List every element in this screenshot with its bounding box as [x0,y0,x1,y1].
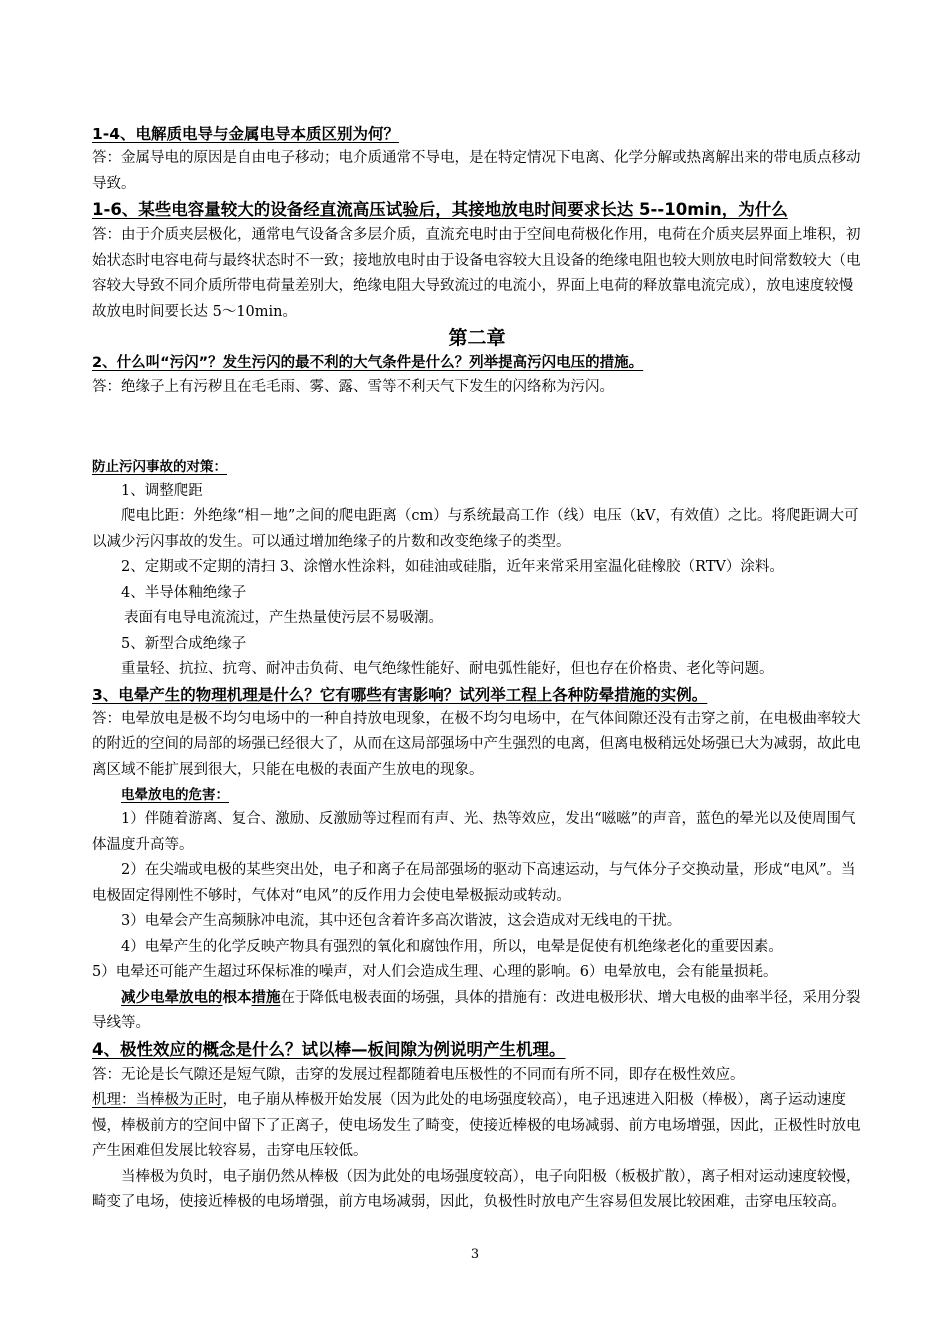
question-3-answer: 答：电晕放电是极不均匀电场中的一种自持放电现象，在极不均匀电场中，在气体间隙还没有击穿之前，在电极曲率较大的附近的空间的局部的场强已经很大了，从而在这局部强场中产生强烈的电离，但离电极稍远处场强已大为减弱，故此电离区域不能扩展到很大，只能在电极的表面产生放电的现象。 [92,710,861,778]
measures-heading: 防止污闪事故的对策： [92,458,227,475]
harm-3: 3）电晕会产生高频脉冲电流，其中还包含着许多高次谐波，这会造成对无线电的干扰。 [121,913,682,929]
mechanism-text: ，电子崩从棒极开始发展（因为此处的电场强度较高），电子迅速进入阳极（棒极），离子运动速度慢，棒极前方的空间中留下了正离子，使电场发生了畸变，使接近棒极的电场减弱、前方电场增强，因此，正极性时放电产生困难但发展比较容易，击穿电压较低。 [92,1092,861,1159]
reduction-text: 在于降低电极表面的场强，具体的措施有：改进电极形状、增大电极的曲率半径，采用分裂导线等。 [92,989,861,1031]
harm-4: 4）电晕产生的化学反映产物具有强烈的氧化和腐蚀作用，所以，电晕是促使有机绝缘老化的重要因素。 [121,938,783,955]
measure-1: 1、调整爬距 [121,482,203,499]
measure-2-3: 2、定期或不定期的清扫 3、涂憎水性涂料，如硅油或硅脂，近年来常采用室温化硅橡胶（RTV）涂料。 [121,559,784,575]
chapter-2-heading: 第二章 [448,327,506,349]
question-1-4-answer: 答：金属导电的原因是自由电子移动；电介质通常不导电，是在特定情况下电离、化学分解或热离解出来的带电质点移动导致。 [92,150,861,192]
question-4-answer: 答：无论是长气隙还是短气隙，击穿的发展过程都随着电压极性的不同而有所不同，即存在极性效应。 [92,1066,745,1083]
reduction-mid: 根本 [222,989,252,1006]
measure-5-text: 重量轻、抗拉、抗弯、耐冲击负荷、电气绝缘性能好、耐电弧性能好，但也存在价格贵、老化等问题。 [121,661,774,677]
measure-4: 4、半导体釉绝缘子 [121,584,247,601]
mechanism-label: 机理：当棒极为正时 [92,1092,223,1108]
mechanism-negative-paragraph: 当棒极为负时，电子崩仍然从棒极（因为此处的电场强度较高），电子向阳极（板极扩散），离子相对运动速度较慢，畸变了电场，使接近棒极的电场增强，前方电场减弱，因此，负极性时放电产生容易但发展比较困难，击穿电压较高。 [92,1168,861,1210]
measure-5: 5、新型合成绝缘子 [121,635,247,652]
question-1-6-title: 1-6、某些电容量较大的设备经直流高压试验后，其接地放电时间要求长达 5--10min，为什么 [92,200,788,219]
question-1-6-answer: 答：由于介质夹层极化，通常电气设备含多层介质，直流充电时由于空间电荷极化作用，电荷在介质夹层界面上堆积，初始状态时电容电荷与最终状态时不一致；接地放电时由于设备电容较大且设备的绝缘电阻也较大则放电时间常数较大（电容较大导致不同介质所带电荷量差别大，绝缘电阻大导致流过的电流小，界面上电荷的释放靠电流完成），放电速度较慢故放电时间要长达 5～10min。 [92,227,861,320]
question-4-title: 4、极性效应的概念是什么？试以棒—板间隙为例说明产生机理。 [92,1039,566,1059]
mechanism-positive-paragraph [92,1088,862,1165]
harm-5-6: 5）电晕还可能产生超过环保标准的噪声，对人们会造成生理、心理的影响。6）电晕放电，会有能量损耗。 [92,964,778,980]
measure-1-text: 爬电比距：外绝缘“相－地”之间的爬电距离（cm）与系统最高工作（线）电压（kV，有效值）之比。将爬距调大可以减少污闪事故的发生。可以通过增加绝缘子的片数和改变绝缘子的类型。 [92,508,859,550]
spacer [92,401,862,455]
reduction-lead: 减少电晕放电的 [121,989,223,1006]
harm-1: 1）伴随着游离、复合、激励、反激励等过程而有声、光、热等效应，发出“嗞嗞”的声音，蓝色的晕光以及使周围气体温度升高等。 [92,811,856,853]
measure-4-text: 表面有电导电流流过，产生热量使污层不易吸潮。 [124,610,443,626]
corona-harm-heading: 电晕放电的危害： [121,787,229,803]
document-page [92,122,862,1216]
corona-reduction-paragraph [92,986,862,1037]
question-1-4-title: 1-4、电解质电导与金属电导本质区别为何？ [92,125,400,143]
reduction-key: 措施 [251,989,281,1006]
page-number: 3 [470,1247,480,1262]
question-2-title: 2、什么叫“污闪”？发生污闪的最不利的大气条件是什么？列举提高污闪电压的措施。 [92,355,644,371]
question-2-answer: 答：绝缘子上有污秽且在毛毛雨、雾、露、雪等不利天气下发生的闪络称为污闪。 [92,379,614,395]
harm-2: 2）在尖端或电极的某些突出处，电子和离子在局部强场的驱动下高速运动，与气体分子交换动量，形成“电风”。当电极固定得刚性不够时，气体对“电风”的反作用力会使电晕极振动或转动。 [92,862,856,904]
question-3-title: 3、电晕产生的物理机理是什么？它有哪些有害影响？试列举工程上各种防晕措施的实例。 [92,685,708,704]
